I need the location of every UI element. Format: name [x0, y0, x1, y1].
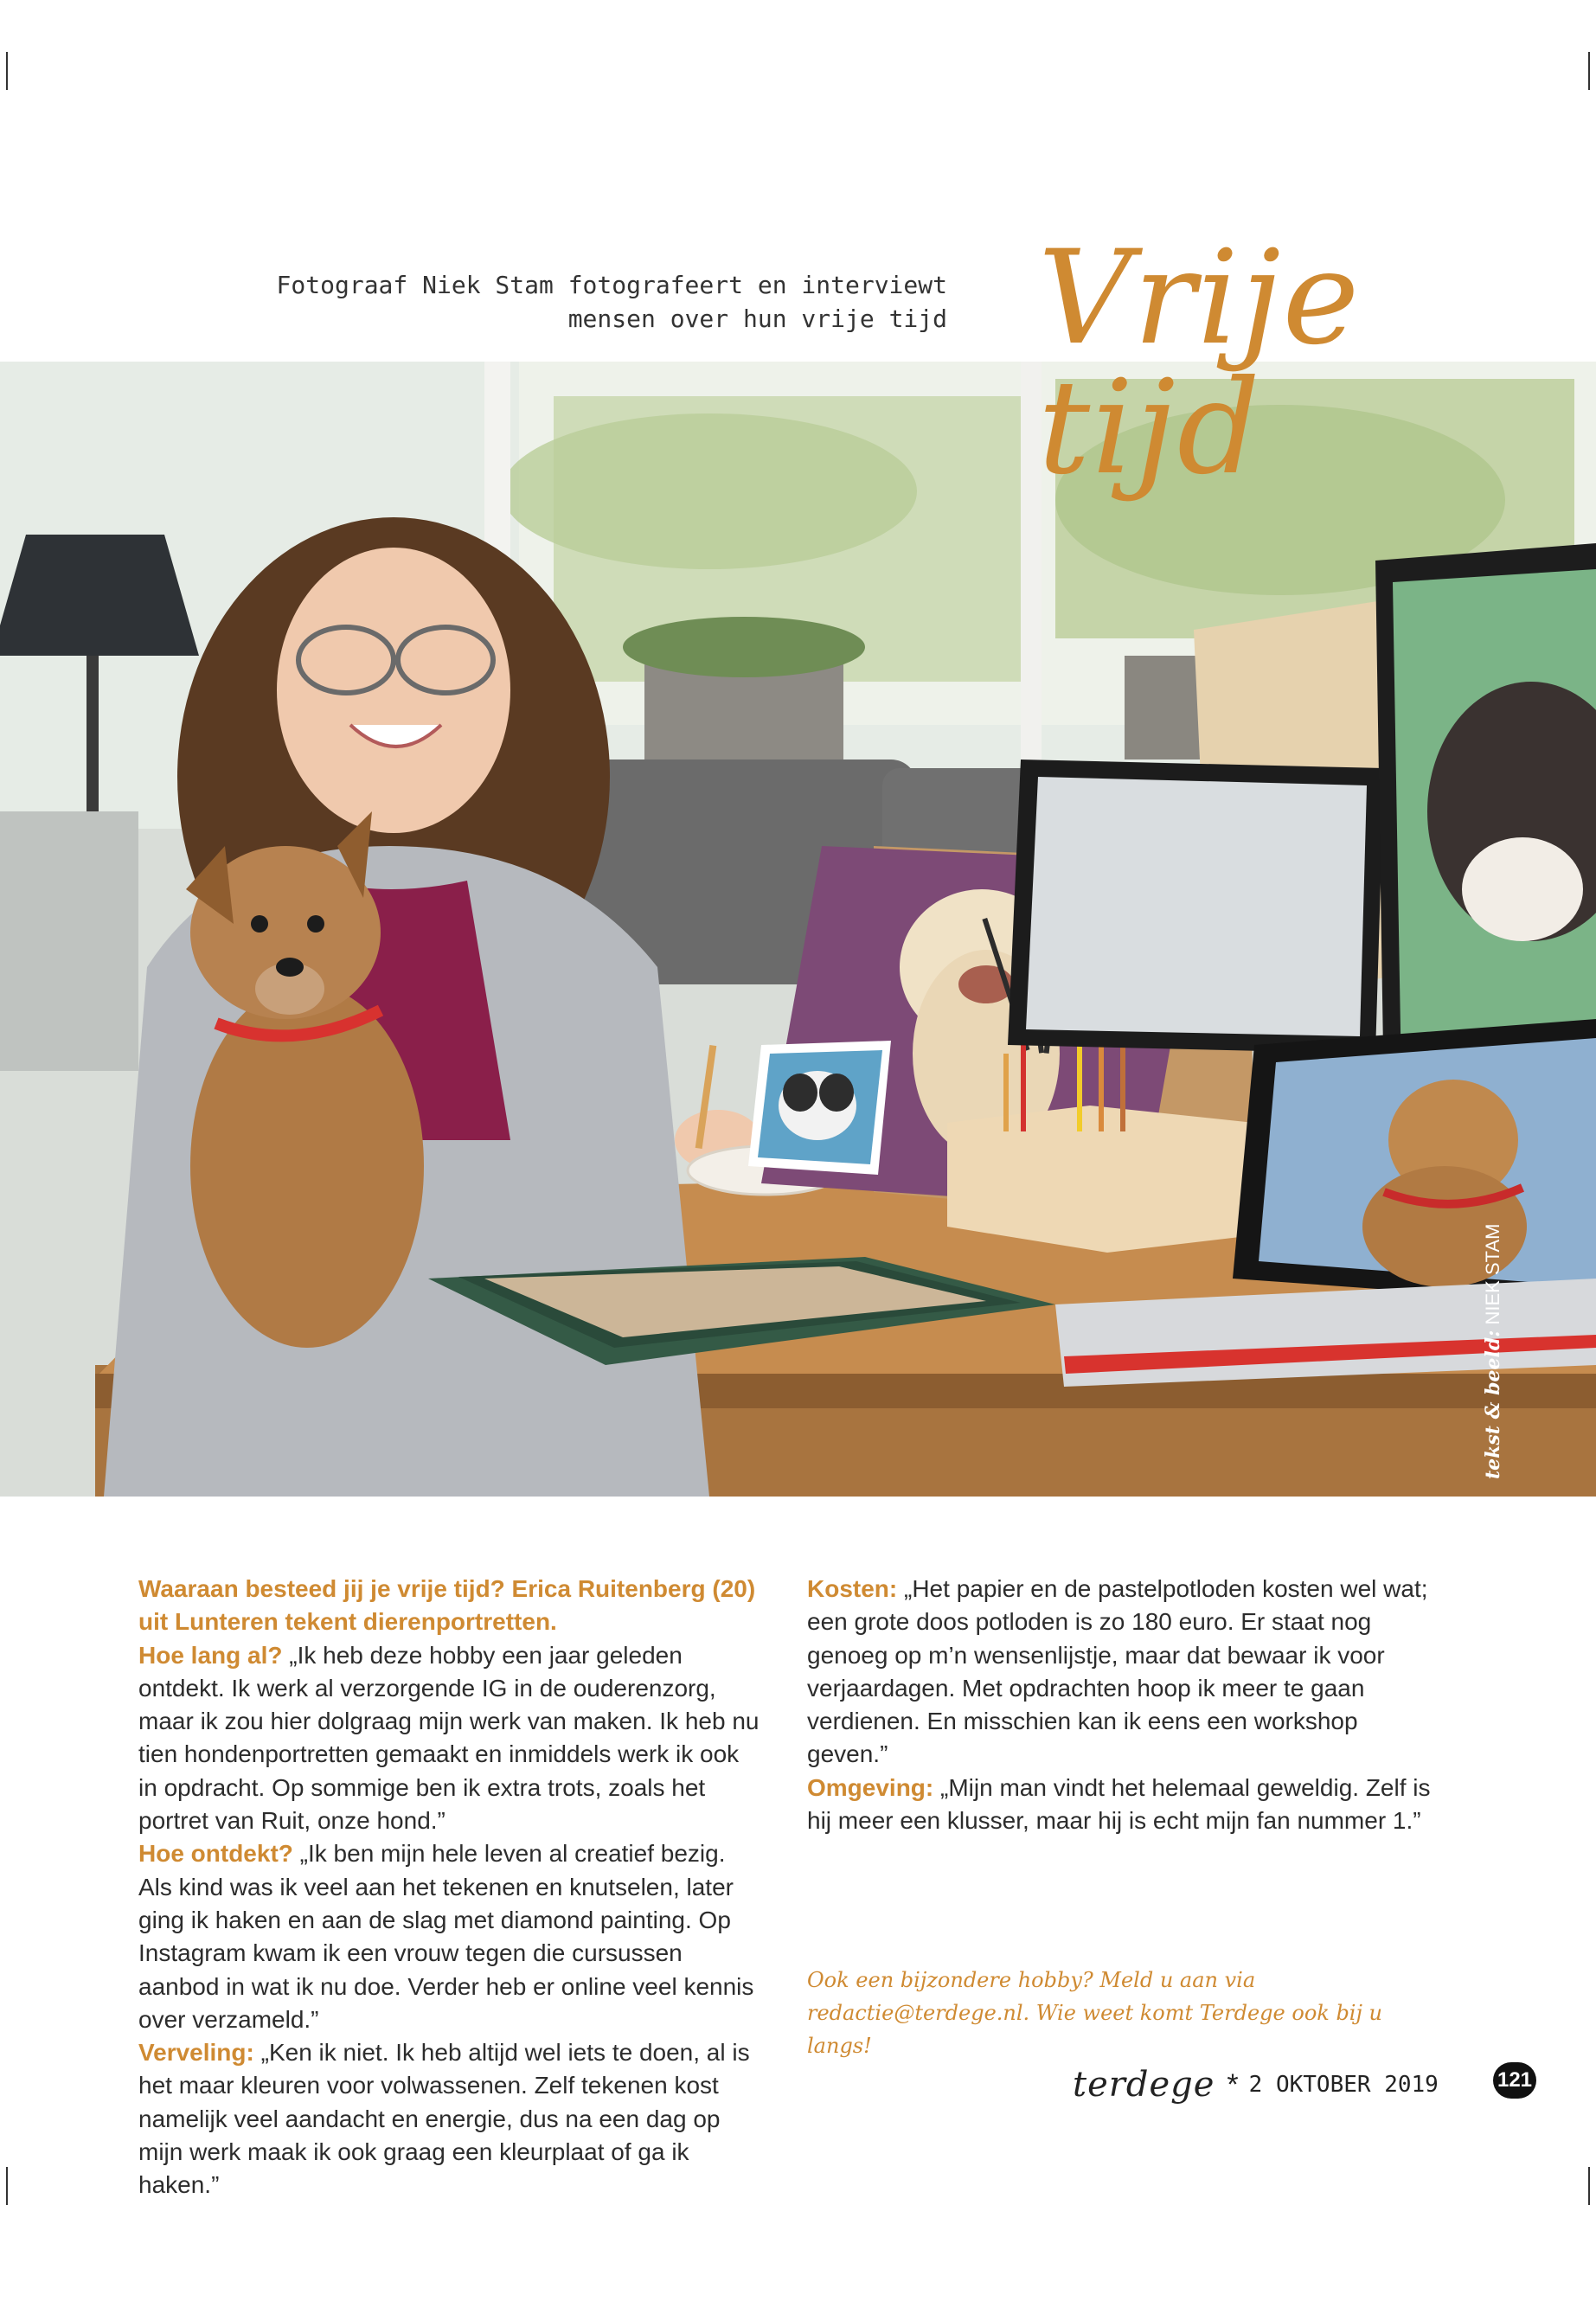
- crop-mark-top-left: [6, 52, 8, 90]
- qa-item: [138, 2036, 763, 2202]
- qa-item: [138, 1639, 763, 1838]
- subtitle-line-1: Fotograaf Niek Stam fotografeert en interviewt: [276, 271, 947, 299]
- issue-date: 2 OKTOBER 2019: [1248, 2072, 1439, 2098]
- magazine-logo: terdege: [1073, 2065, 1215, 2105]
- photo-credit: [1479, 1220, 1507, 1479]
- section-title: Vrije tijd: [1038, 223, 1362, 503]
- qa-label: Hoe lang al?: [138, 1641, 283, 1669]
- qa-answer: „Mijn man vindt het helemaal geweldig. Zelf is hij meer een klusser, maar hij is echt mijn fan nummer 1.”: [807, 1773, 1431, 1835]
- qa-label: Verveling:: [138, 2039, 254, 2067]
- section-subtitle: [216, 268, 947, 336]
- crop-mark-top-right: [1588, 52, 1590, 90]
- crop-mark-bottom-left: [6, 2167, 8, 2205]
- page-footer: [1073, 2063, 1439, 2106]
- page-number-badge: 121: [1493, 2062, 1536, 2099]
- article-lead: Waaraan besteed jij je vrije tijd? Erica Ruitenberg (20) uit Lunteren tekent dierenportretten.: [138, 1575, 756, 1636]
- qa-answer: „Het papier en de pastelpotloden kosten wel wat; een grote doos potloden is zo 180 euro. Er staat nog genoeg op m’n wensenlijstje, maar dat bewaar ik voor verjaardagen. Met opdrachten hoop ik meer te gaan verdienen. En misschien kan ik eens een workshop geven.”: [807, 1575, 1428, 1768]
- qa-label: Omgeving:: [807, 1773, 934, 1801]
- qa-item: [807, 1772, 1436, 1838]
- credit-name: NIEK STAM: [1482, 1223, 1503, 1325]
- crop-mark-bottom-right: [1588, 2167, 1590, 2205]
- qa-label: Hoe ontdekt?: [138, 1840, 293, 1868]
- reader-invitation: Ook een bijzondere hobby? Meld u aan via redactie@terdege.nl. Wie weet komt Terdege ook bij u langs!: [807, 1968, 1383, 2058]
- asterisk-icon: *: [1227, 2067, 1239, 2101]
- qa-answer: „Ik heb deze hobby een jaar geleden ontdekt. Ik werk al verzorgende IG in de ouderenzorg, maar ik zou hier dolgraag mijn werk van maken. Ik heb nu tien hondenportretten gemaakt en inmiddels werk ik ook in opdracht. Op sommige ben ik extra trots, zoals het portret van Ruit, onze hond.”: [138, 1641, 760, 1835]
- qa-label: Kosten:: [807, 1575, 898, 1602]
- article-column-left: [138, 1573, 763, 2202]
- hero-photo: [0, 362, 1596, 1497]
- qa-item: [807, 1573, 1436, 1772]
- subtitle-line-2: mensen over hun vrije tijd: [567, 304, 947, 333]
- qa-answer: „Ik ben mijn hele leven al creatief bezig. Als kind was ik veel aan het tekenen en knutselen, later ging ik haken en aan de slag met diamond painting. Op Instagram kwam ik een vrouw tegen die cursussen aanbod in wat ik nu doe. Verder heb er online veel kennis over verzameld.”: [138, 1840, 754, 2033]
- qa-item: [138, 1837, 763, 2036]
- qa-answer: „Ken ik niet. Ik heb altijd wel iets te doen, al is het maar kleuren voor volwassenen. Zelf tekenen kost namelijk veel aandacht en energie, dus na een dag op mijn werk maak ik ook graag een kleurplaat of ga ik haken.”: [138, 2039, 750, 2199]
- article-column-right: [807, 1573, 1436, 1837]
- credit-label: tekst & beeld:: [1482, 1330, 1504, 1479]
